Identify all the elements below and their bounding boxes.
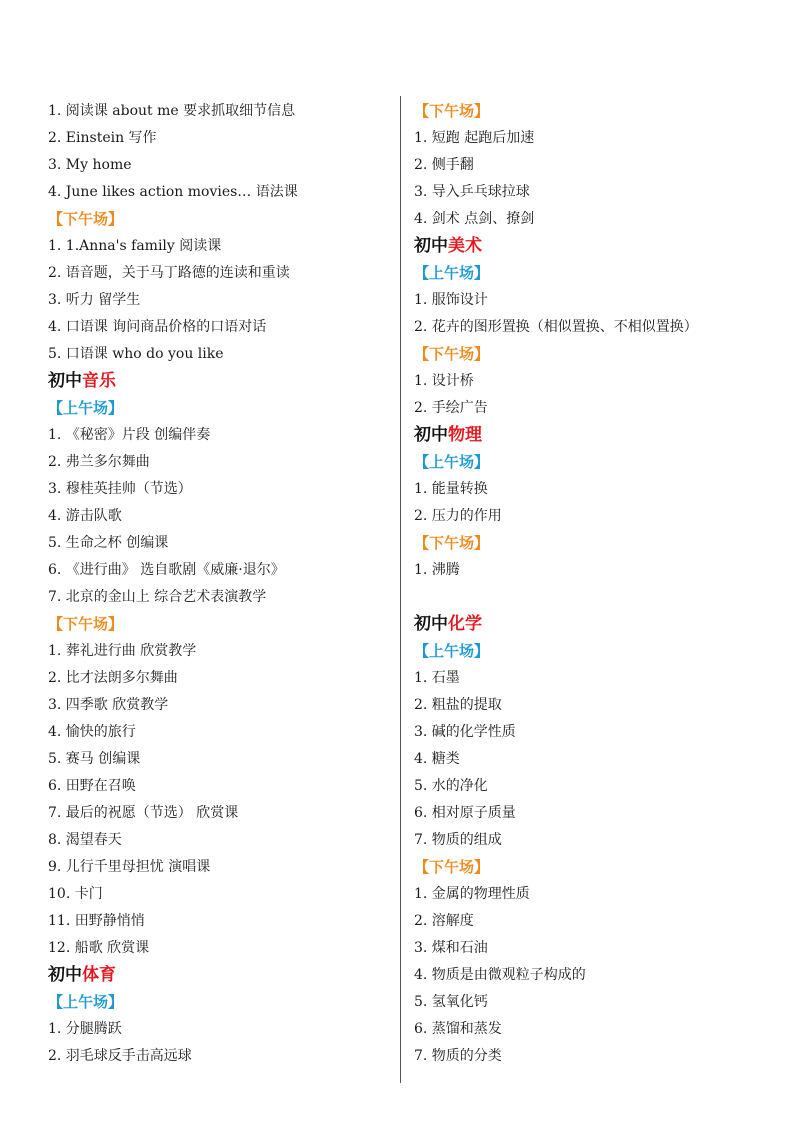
afternoon-session-label: 【下午场】: [414, 858, 490, 876]
afternoon-session-label: 【下午场】: [414, 345, 490, 363]
list-item: 7. 物质的组成: [414, 832, 502, 848]
list-item: 3. My home: [48, 157, 132, 173]
music-heading: [48, 368, 388, 395]
list-item: 6. 相对原子质量: [414, 805, 516, 821]
pe-afternoon-list: [414, 125, 784, 233]
list-item: 1. 设计桥: [414, 373, 474, 389]
physics-morning-list: [414, 476, 784, 530]
english-afternoon-list: [48, 233, 388, 368]
heading-subject: 化学: [448, 614, 482, 634]
list-item: 2. 花卉的图形置换（相似置换、不相似置换）: [414, 319, 698, 335]
list-item: 3. 穆桂英挂帅（节选）: [48, 481, 192, 497]
heading-prefix: 初中: [414, 425, 448, 445]
music-afternoon-list: [48, 638, 388, 962]
list-item: 1. 金属的物理性质: [414, 886, 530, 902]
morning-session-label: 【上午场】: [414, 453, 490, 471]
art-afternoon-list: [414, 368, 784, 422]
list-item: 6. 田野在召唤: [48, 778, 136, 794]
heading-prefix: 初中: [414, 614, 448, 634]
physics-afternoon-list: [414, 557, 784, 584]
list-item: 1. 服饰设计: [414, 292, 488, 308]
list-item: 4. June likes action movies… 语法课: [48, 184, 298, 200]
list-item: 3. 煤和石油: [414, 940, 488, 956]
list-item: 10. 卡门: [48, 886, 103, 902]
list-item: 7. 物质的分类: [414, 1048, 502, 1064]
list-item: 2. 语音题，关于马丁路德的连读和重读: [48, 265, 290, 281]
list-item: 4. 愉快的旅行: [48, 724, 136, 740]
list-item: 3. 碱的化学性质: [414, 724, 516, 740]
list-item: 4. 游击队歌: [48, 508, 122, 524]
heading-prefix: 初中: [414, 236, 448, 256]
music-morning-list: [48, 422, 388, 611]
pe-heading: [48, 962, 388, 989]
heading-subject: 美术: [448, 236, 482, 256]
left-column: [48, 98, 388, 1070]
heading-prefix: 初中: [48, 965, 82, 985]
afternoon-session-label: 【下午场】: [48, 615, 124, 633]
heading-subject: 体育: [82, 965, 116, 985]
physics-heading: [414, 422, 784, 449]
list-item: 2. 粗盐的提取: [414, 697, 502, 713]
chemistry-heading: [414, 611, 784, 638]
list-item: 2. 手绘广告: [414, 400, 488, 416]
list-item: 1. 葬礼进行曲 欣赏教学: [48, 643, 197, 659]
list-item: 2. 压力的作用: [414, 508, 502, 524]
list-item: 5. 水的净化: [414, 778, 488, 794]
list-item: 1. 能量转换: [414, 481, 488, 497]
list-item: 8. 渴望春天: [48, 832, 122, 848]
right-column: [414, 98, 784, 1070]
list-item: 5. 生命之杯 创编课: [48, 535, 169, 551]
list-item: 1. 沸腾: [414, 562, 460, 578]
list-item: 12. 船歌 欣赏课: [48, 940, 150, 956]
list-item: 3. 听力 留学生: [48, 292, 141, 308]
list-item: 2. 比才法朗多尔舞曲: [48, 670, 178, 686]
list-item: 5. 口语课 who do you like: [48, 346, 224, 362]
list-item: 6. 《进行曲》 选自歌剧《威廉·退尔》: [48, 562, 285, 578]
list-item: 3. 导入乒乓球拉球: [414, 184, 530, 200]
chemistry-morning-list: [414, 665, 784, 854]
list-item: 4. 口语课 询问商品价格的口语对话: [48, 319, 267, 335]
list-item: 5. 赛马 创编课: [48, 751, 141, 767]
morning-session-label: 【上午场】: [48, 399, 124, 417]
heading-prefix: 初中: [48, 371, 82, 391]
list-item: 1. 《秘密》片段 创编伴奏: [48, 427, 211, 443]
list-item: 1. 分腿腾跃: [48, 1021, 122, 1037]
afternoon-session-label: 【下午场】: [48, 210, 124, 228]
chemistry-afternoon-list: [414, 881, 784, 1070]
list-item: 1. 阅读课 about me 要求抓取细节信息: [48, 103, 296, 119]
afternoon-session-label: 【下午场】: [414, 534, 490, 552]
list-item: 1. 短跑 起跑后加速: [414, 130, 535, 146]
list-item: 4. 糖类: [414, 751, 460, 767]
list-item: 3. 四季歌 欣赏教学: [48, 697, 169, 713]
list-item: 2. Einstein 写作: [48, 130, 157, 146]
pe-morning-list: [48, 1016, 388, 1070]
list-item: 2. 羽毛球反手击高远球: [48, 1048, 192, 1064]
morning-session-label: 【上午场】: [414, 642, 490, 660]
list-item: 2. 弗兰多尔舞曲: [48, 454, 150, 470]
list-item: 4. 剑术 点剑、撩剑: [414, 211, 535, 227]
morning-session-label: 【上午场】: [414, 264, 490, 282]
list-item: 4. 物质是由微观粒子构成的: [414, 967, 586, 983]
list-item: 5. 氢氧化钙: [414, 994, 488, 1010]
list-item: 7. 北京的金山上 综合艺术表演教学: [48, 589, 267, 605]
heading-subject: 物理: [448, 425, 482, 445]
list-item: 2. 侧手翻: [414, 157, 474, 173]
list-item: 2. 溶解度: [414, 913, 474, 929]
list-item: 11. 田野静悄悄: [48, 913, 145, 929]
list-item: 1. 1.Anna's family 阅读课: [48, 238, 222, 254]
art-morning-list: [414, 287, 784, 341]
heading-subject: 音乐: [82, 371, 116, 391]
list-item: 1. 石墨: [414, 670, 460, 686]
afternoon-session-label: 【下午场】: [414, 102, 490, 120]
spacer: [414, 584, 784, 611]
art-heading: [414, 233, 784, 260]
english-morning-list: [48, 98, 388, 206]
column-divider: [400, 96, 401, 1083]
morning-session-label: 【上午场】: [48, 993, 124, 1011]
list-item: 7. 最后的祝愿（节选） 欣赏课: [48, 805, 239, 821]
list-item: 6. 蒸馏和蒸发: [414, 1021, 502, 1037]
list-item: 9. 儿行千里母担忧 演唱课: [48, 859, 211, 875]
